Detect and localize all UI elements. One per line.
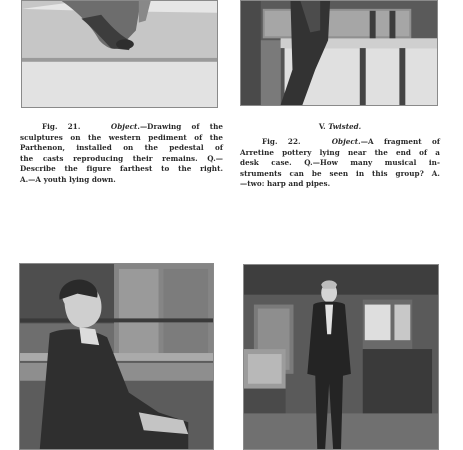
photo-sculpture-pedestal — [21, 0, 218, 108]
fig-21-label: Fig. 21. — [42, 122, 81, 131]
fig-21-object-label: Object. — [110, 122, 140, 131]
caption-fig-22-line-4: struments can be seen in this group? A. — [240, 168, 440, 178]
section-heading-prefix: V. — [318, 122, 329, 131]
photo-seated-man — [19, 263, 214, 450]
caption-fig-21-line-2: sculptures on the western pediment of the — [20, 132, 223, 142]
section-heading-twisted — [240, 122, 440, 133]
photo-sculpture-pedestal-image — [22, 1, 217, 107]
caption-fig-22-line-5: —two: harp and pipes. — [240, 179, 331, 189]
photo-standing-man-image — [244, 265, 438, 449]
caption-fig-21-line-1 — [20, 122, 223, 133]
fig-22-text-1: —A fragment of — [360, 137, 440, 146]
caption-fig-21-line-5: Describe the figure farthest to the right. — [20, 164, 223, 174]
fig-21-text-1: —Drawing of the — [139, 122, 223, 131]
fig-22-label: Fig. 22. — [262, 137, 301, 146]
fig-22-object-label: Object. — [331, 137, 361, 146]
caption-fig-21 — [20, 122, 223, 186]
section-heading-word: Twisted. — [328, 122, 362, 131]
caption-fig-22-line-1 — [240, 137, 440, 148]
photo-standing-man — [243, 264, 439, 450]
caption-fig-21-line-3: Parthenon, installed on the pedestal of — [20, 143, 223, 153]
caption-fig-21-line-6: A.—A youth lying down. — [20, 174, 116, 184]
caption-fig-22-line-2: Arretine pottery lying near the end of a — [240, 147, 440, 157]
photo-gallery-case-image — [241, 1, 437, 105]
caption-fig-22-line-3: desk case. Q.—How many musical in- — [240, 158, 440, 168]
photo-seated-man-image — [20, 264, 213, 449]
caption-fig-22 — [240, 137, 440, 190]
photo-gallery-case — [240, 0, 438, 106]
caption-fig-21-line-4: the casts reproducing their remains. Q.— — [20, 153, 223, 163]
